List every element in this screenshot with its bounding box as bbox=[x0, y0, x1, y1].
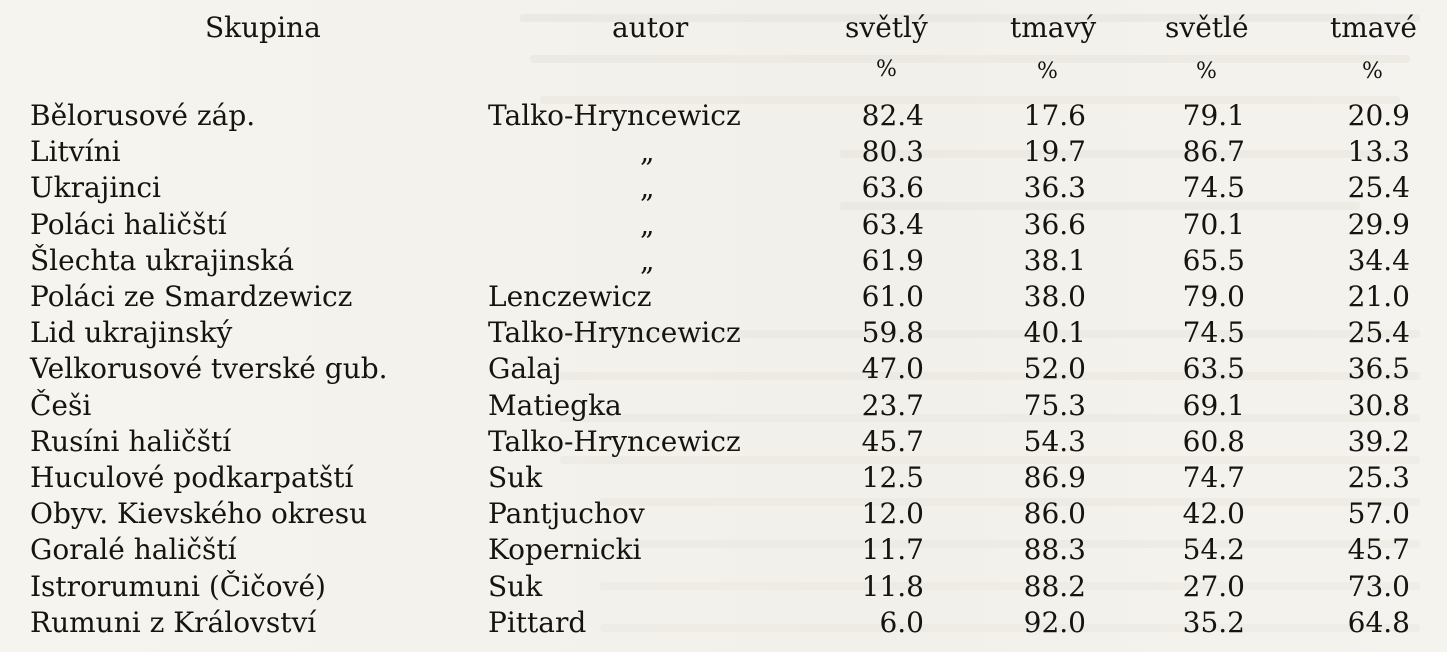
cell-light-eyes: 61.9 bbox=[861, 243, 924, 277]
cell-dark-hair: 25.3 bbox=[1347, 461, 1410, 494]
cell-dark-eyes: 92.0 bbox=[1023, 605, 1086, 639]
cell-group: Poláci ze Smardzewicz bbox=[30, 280, 353, 313]
cell-light-eyes: 11.7 bbox=[861, 533, 924, 567]
cell-group: Rusíni haličští bbox=[30, 424, 232, 458]
cell-dark-hair: 30.8 bbox=[1347, 388, 1410, 422]
cell-dark-hair: 13.3 bbox=[1347, 135, 1410, 169]
cell-dark-hair: 25.4 bbox=[1347, 316, 1410, 350]
cell-dark-eyes: 38.0 bbox=[1023, 280, 1086, 313]
header-author: autor bbox=[612, 11, 689, 44]
cell-light-hair: 79.1 bbox=[1182, 99, 1245, 132]
header-light-eyes: světlý bbox=[845, 11, 928, 44]
cell-author: Talko-Hryncewicz bbox=[488, 99, 741, 132]
cell-dark-hair: 39.2 bbox=[1347, 424, 1410, 458]
cell-dark-eyes: 75.3 bbox=[1023, 388, 1086, 422]
cell-dark-hair: 29.9 bbox=[1347, 207, 1410, 241]
cell-group: Goralé haličští bbox=[30, 533, 237, 567]
cell-light-hair: 70.1 bbox=[1182, 207, 1245, 241]
cell-light-hair: 63.5 bbox=[1182, 352, 1245, 386]
cell-light-eyes: 80.3 bbox=[861, 135, 924, 169]
cell-dark-eyes: 19.7 bbox=[1023, 135, 1086, 169]
cell-light-eyes: 45.7 bbox=[861, 424, 924, 458]
header-light-hair: světlé bbox=[1165, 11, 1249, 44]
cell-dark-eyes: 54.3 bbox=[1023, 424, 1086, 458]
cell-author: Suk bbox=[488, 569, 543, 603]
cell-dark-eyes: 40.1 bbox=[1023, 316, 1086, 350]
cell-dark-eyes: 88.2 bbox=[1023, 569, 1086, 603]
cell-group: Češi bbox=[30, 388, 92, 422]
cell-dark-eyes: 36.6 bbox=[1023, 207, 1086, 241]
cell-dark-hair: 73.0 bbox=[1347, 569, 1410, 603]
cell-light-eyes: 47.0 bbox=[861, 352, 924, 386]
cell-light-eyes: 23.7 bbox=[861, 388, 924, 422]
cell-light-hair: 79.0 bbox=[1182, 280, 1245, 313]
unit-light-hair: % bbox=[1196, 59, 1217, 84]
cell-light-hair: 74.5 bbox=[1182, 171, 1245, 205]
cell-dark-eyes: 36.3 bbox=[1023, 171, 1086, 205]
cell-group: Poláci haličští bbox=[30, 207, 227, 241]
cell-light-eyes: 61.0 bbox=[861, 280, 924, 313]
cell-dark-hair: 20.9 bbox=[1347, 99, 1410, 132]
cell-light-hair: 35.2 bbox=[1182, 605, 1245, 639]
cell-author: Lenczewicz bbox=[488, 280, 652, 313]
cell-group: Huculové podkarpatští bbox=[30, 461, 354, 494]
cell-author: „ bbox=[640, 243, 655, 277]
cell-author: Suk bbox=[488, 461, 543, 494]
cell-light-eyes: 63.6 bbox=[861, 171, 924, 205]
cell-dark-hair: 34.4 bbox=[1347, 243, 1410, 277]
cell-dark-hair: 25.4 bbox=[1347, 171, 1410, 205]
cell-dark-hair: 57.0 bbox=[1347, 497, 1410, 531]
cell-group: Ukrajinci bbox=[30, 171, 161, 205]
header-dark-hair: tmavé bbox=[1330, 11, 1417, 44]
cell-author: Matiegka bbox=[488, 388, 622, 422]
cell-light-eyes: 63.4 bbox=[861, 207, 924, 241]
cell-author: „ bbox=[640, 135, 655, 169]
cell-group: Bělorusové záp. bbox=[30, 99, 256, 132]
cell-author: Pantjuchov bbox=[488, 497, 645, 531]
cell-dark-eyes: 86.9 bbox=[1023, 461, 1086, 494]
cell-light-eyes: 82.4 bbox=[861, 99, 924, 132]
cell-light-hair: 74.5 bbox=[1182, 316, 1245, 350]
unit-dark-eyes: % bbox=[1037, 59, 1058, 84]
cell-group: Obyv. Kievského okresu bbox=[30, 497, 368, 531]
cell-dark-hair: 36.5 bbox=[1347, 352, 1410, 386]
cell-light-eyes: 12.0 bbox=[861, 497, 924, 531]
cell-light-hair: 60.8 bbox=[1182, 424, 1245, 458]
cell-light-hair: 65.5 bbox=[1182, 243, 1245, 277]
cell-group: Velkorusové tverské gub. bbox=[30, 352, 388, 386]
cell-author: „ bbox=[640, 207, 655, 241]
cell-light-hair: 86.7 bbox=[1182, 135, 1245, 169]
cell-light-hair: 74.7 bbox=[1182, 461, 1245, 494]
cell-dark-eyes: 38.1 bbox=[1023, 243, 1086, 277]
cell-group: Rumuni z Království bbox=[30, 605, 317, 639]
cell-group: Šlechta ukrajinská bbox=[30, 243, 295, 277]
cell-light-hair: 69.1 bbox=[1182, 388, 1245, 422]
cell-dark-eyes: 52.0 bbox=[1023, 352, 1086, 386]
header-dark-eyes: tmavý bbox=[1010, 11, 1097, 44]
cell-author: Galaj bbox=[488, 352, 562, 386]
cell-light-hair: 54.2 bbox=[1182, 533, 1245, 567]
cell-dark-hair: 21.0 bbox=[1347, 280, 1410, 313]
cell-dark-eyes: 17.6 bbox=[1023, 99, 1086, 132]
cell-light-eyes: 12.5 bbox=[861, 461, 924, 494]
cell-dark-hair: 64.8 bbox=[1347, 605, 1410, 639]
cell-author: Talko-Hryncewicz bbox=[488, 424, 741, 458]
cell-dark-eyes: 86.0 bbox=[1023, 497, 1086, 531]
cell-group: Litvíni bbox=[30, 135, 121, 169]
cell-light-hair: 27.0 bbox=[1182, 569, 1245, 603]
cell-light-eyes: 6.0 bbox=[879, 605, 924, 639]
cell-light-hair: 42.0 bbox=[1182, 497, 1245, 531]
cell-dark-hair: 45.7 bbox=[1347, 533, 1410, 567]
cell-author: „ bbox=[640, 171, 655, 205]
unit-light-eyes: % bbox=[876, 57, 897, 82]
cell-dark-eyes: 88.3 bbox=[1023, 533, 1086, 567]
cell-author: Kopernicki bbox=[488, 533, 642, 567]
unit-dark-hair: % bbox=[1362, 59, 1383, 84]
cell-group: Lid ukrajinský bbox=[30, 316, 233, 350]
cell-light-eyes: 59.8 bbox=[861, 316, 924, 350]
header-group: Skupina bbox=[205, 11, 321, 44]
cell-light-eyes: 11.8 bbox=[861, 569, 924, 603]
cell-author: Talko-Hryncewicz bbox=[488, 316, 741, 350]
cell-author: Pittard bbox=[488, 605, 587, 639]
cell-group: Istrorumuni (Čičové) bbox=[30, 569, 326, 603]
